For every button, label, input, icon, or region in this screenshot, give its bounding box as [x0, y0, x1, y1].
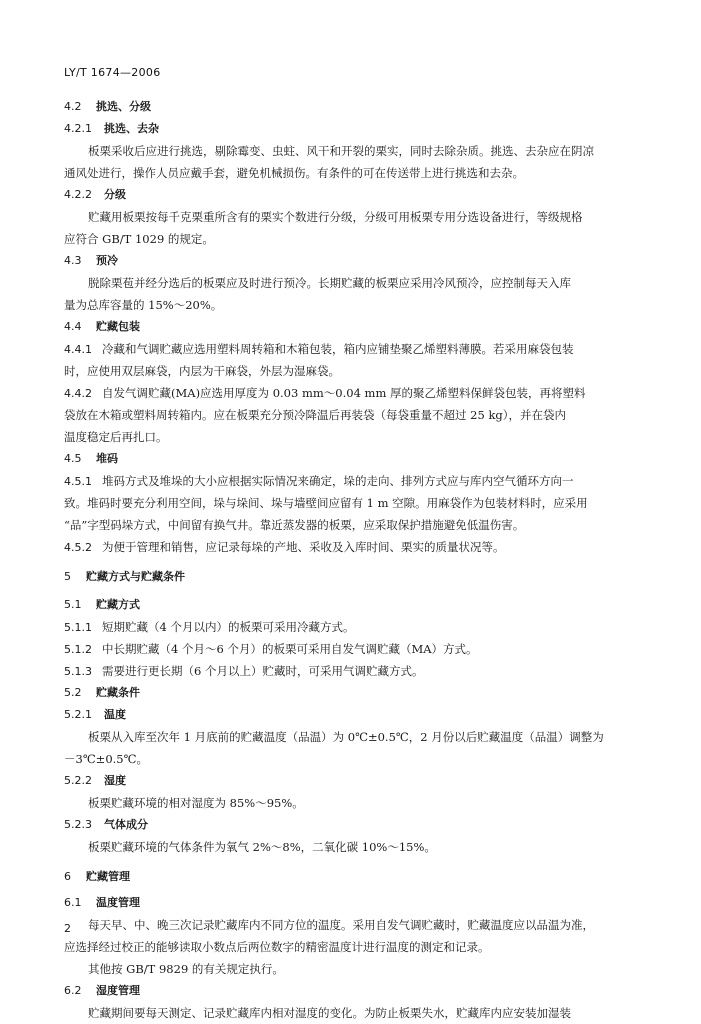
section-heading: 5.2 贮藏条件 — [64, 686, 140, 699]
clause-line: 5.1.3 需要进行更长期（6 个月以上）贮藏时，可采用气调贮藏方式。 — [64, 664, 424, 678]
paragraph-line: 板栗贮藏环境的相对湿度为 85%～95%。 — [88, 796, 304, 810]
section-heading: 4.4 贮藏包装 — [64, 320, 140, 333]
paragraph-line: 板栗贮藏环境的气体条件为氧气 2%～8%，二氧化碳 10%～15%。 — [88, 840, 436, 854]
chapter-heading: 5 贮藏方式与贮藏条件 — [64, 570, 185, 583]
subsection-heading: 5.2.2 湿度 — [64, 774, 126, 787]
paragraph-line: －3℃±0.5℃。 — [64, 752, 148, 766]
paragraph-line: 板栗采收后应进行挑选，剔除霉变、虫蛀、风干和开裂的栗实，同时去除杂质。挑选、去杂应在阴凉 — [88, 144, 594, 158]
clause-line: 5.1.2 中长期贮藏（4 个月～6 个月）的板栗可采用自发气调贮藏（MA）方式。 — [64, 642, 478, 656]
section-heading: 4.2 挑选、分级 — [64, 100, 151, 113]
paragraph-line: 脱除栗苞并经分选后的板栗应及时进行预冷。长期贮藏的板栗应采用冷风预冷，应控制每天入库 — [88, 276, 571, 290]
paragraph-line: 温度稳定后再扎口。 — [64, 430, 168, 444]
page-number: 2 — [64, 922, 71, 935]
paragraph-line: 时，应使用双层麻袋，内层为干麻袋，外层为湿麻袋。 — [64, 364, 340, 378]
subsection-heading: 5.2.1 温度 — [64, 708, 126, 721]
paragraph-line: 贮藏期间要每天测定、记录贮藏库内相对湿度的变化。为防止板栗失水，贮藏库内应安装加湿装 — [88, 1006, 571, 1020]
clause-line: 4.5.1 堆码方式及堆垛的大小应根据实际情况来确定，垛的走向、排列方式应与库内空气循环方向一 — [64, 474, 574, 488]
clause-line: 4.4.2 自发气调贮藏(MA)应选用厚度为 0.03 mm～0.04 mm 厚的聚乙烯塑料保鲜袋包装，再将塑料 — [64, 386, 586, 400]
paragraph-line: “品”字型码垛方式，中间留有换气井。靠近蒸发器的板栗，应采取保护措施避免低温伤害。 — [64, 518, 525, 532]
paragraph-line: 致。堆码时要充分利用空间，垛与垛间、垛与墙壁间应留有 1 m 空隙。用麻袋作为包装材料时，应采用 — [64, 496, 588, 510]
clause-line: 5.1.1 短期贮藏（4 个月以内）的板栗可采用冷藏方式。 — [64, 620, 355, 634]
standard-code-header: LY/T 1674—2006 — [64, 66, 161, 79]
section-heading: 5.1 贮藏方式 — [64, 598, 140, 611]
subsection-heading: 5.2.3 气体成分 — [64, 818, 148, 831]
section-heading: 4.5 堆码 — [64, 452, 118, 465]
paragraph-line: 应符合 GB/T 1029 的规定。 — [64, 232, 214, 246]
paragraph-line: 板栗从入库至次年 1 月底前的贮藏温度（品温）为 0℃±0.5℃，2 月份以后贮藏温度（品温）调整为 — [88, 730, 604, 744]
paragraph-line: 应选择经过校正的能够读取小数点后两位数字的精密温度计进行温度的测定和记录。 — [64, 940, 490, 954]
paragraph-line: 量为总库容量的 15%～20%。 — [64, 298, 223, 312]
section-heading: 6.2 湿度管理 — [64, 984, 140, 997]
subsection-heading: 4.2.2 分级 — [64, 188, 126, 201]
paragraph-line: 贮藏用板栗按每千克栗重所含有的栗实个数进行分级，分级可用板栗专用分选设备进行，等级规格 — [88, 210, 583, 224]
paragraph-line: 袋放在木箱或塑料周转箱内。应在板栗充分预冷降温后再装袋（每袋重量不超过 25 kg），并在袋内 — [64, 408, 567, 422]
clause-line: 4.4.1 冷藏和气调贮藏应选用塑料周转箱和木箱包装，箱内应铺垫聚乙烯塑料薄膜。若采用麻袋包装 — [64, 342, 574, 356]
section-heading: 6.1 温度管理 — [64, 896, 140, 909]
paragraph-line: 每天早、中、晚三次记录贮藏库内不同方位的温度。采用自发气调贮藏时，贮藏温度应以品温为准， — [88, 918, 594, 932]
paragraph-line: 其他按 GB/T 9829 的有关规定执行。 — [88, 962, 284, 976]
subsection-heading: 4.2.1 挑选、去杂 — [64, 122, 159, 135]
document-body — [64, 96, 650, 1024]
chapter-heading: 6 贮藏管理 — [64, 870, 130, 883]
section-heading: 4.3 预冷 — [64, 254, 118, 267]
clause-line: 4.5.2 为便于管理和销售，应记录每垛的产地、采收及入库时间、栗实的质量状况等。 — [64, 540, 505, 554]
paragraph-line: 通风处进行，操作人员应戴手套，避免机械损伤。有条件的可在传送带上进行挑选和去杂。 — [64, 166, 524, 180]
